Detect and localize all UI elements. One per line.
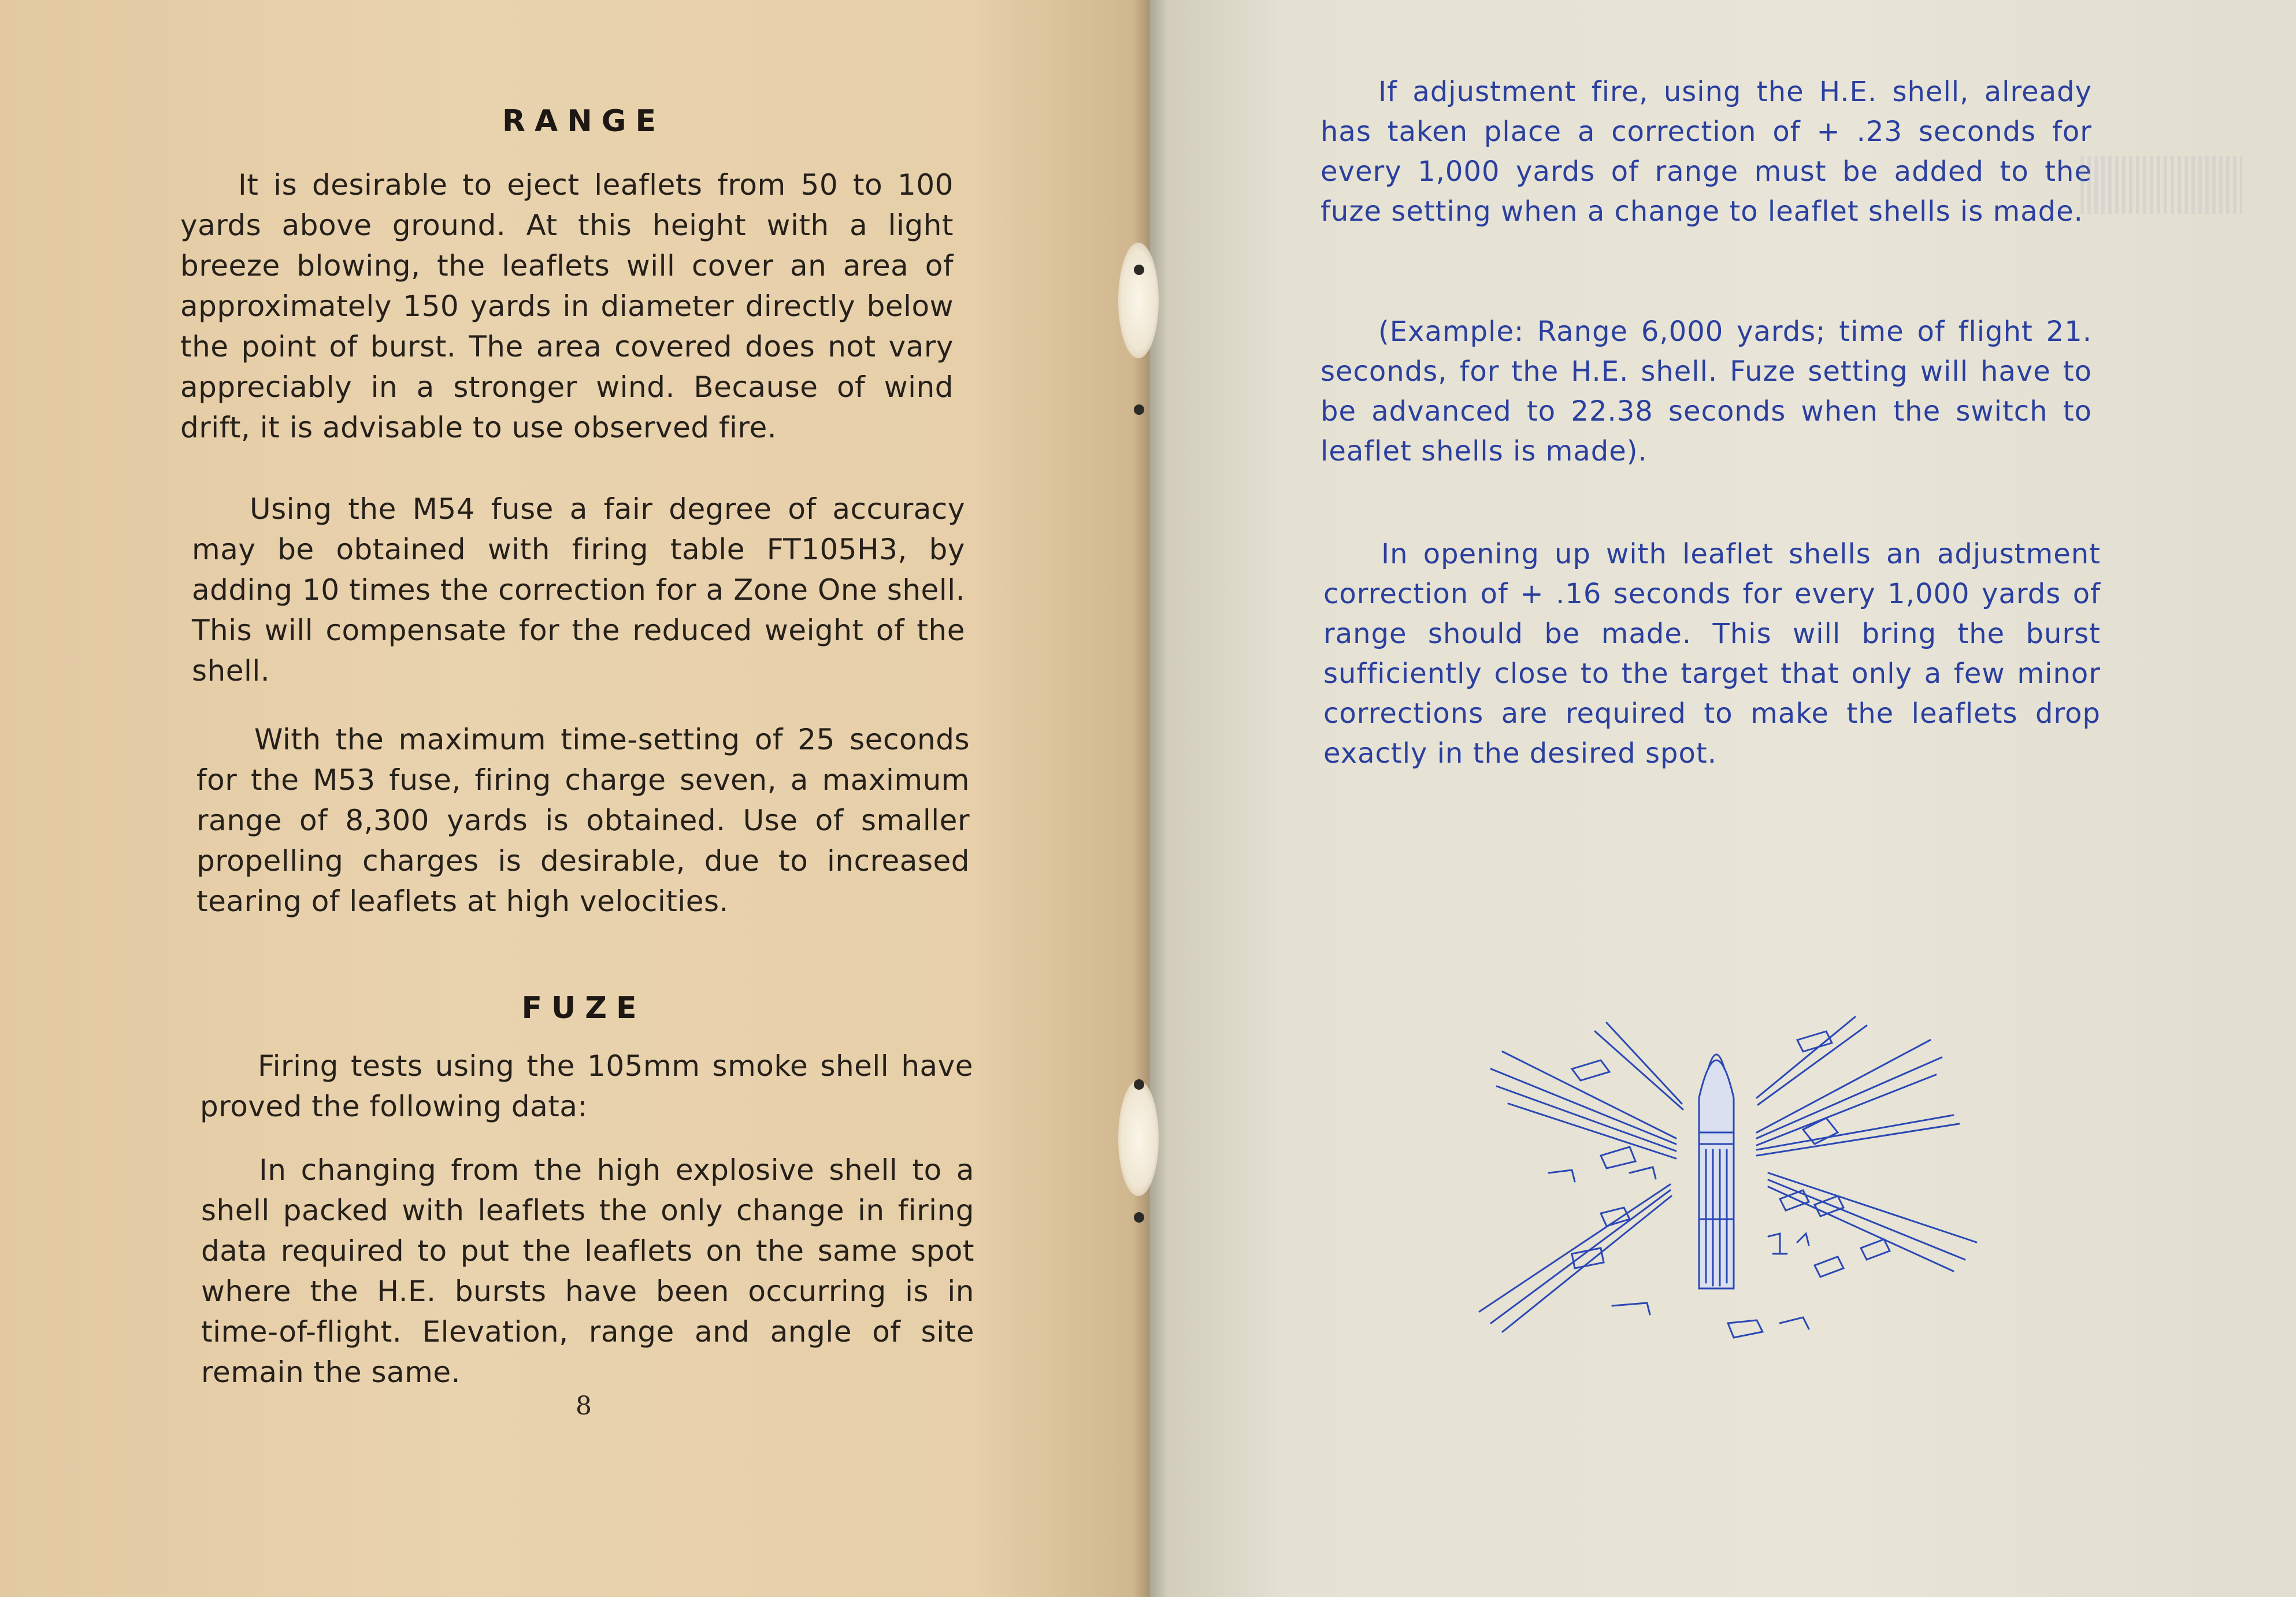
right-paragraph-3: In opening up with leaflet shells an adjustment correction of + .16 seconds for every 1,000 yards of range should be made. This will bring the burst sufficiently close to the target that only a few minor corrections are required to make the leaflets drop exactly in the desired spot.: [1323, 538, 2101, 770]
page-number: 8: [576, 1391, 592, 1421]
leaflet-shell-burst-illustration-icon: [1456, 1000, 2005, 1381]
staple-bulge-bottom: [1118, 1080, 1159, 1196]
range-paragraph-3: With the maximum time-setting of 25 seconds for the M53 fuse, firing charge seven, a maximum range of 8,300 yards is obtained. Use of smaller propelling charges is desirable, due to increased tearing of leaflets at high velocities.: [196, 723, 970, 918]
stamp-smudge: [2080, 156, 2242, 214]
staple-top-1: [1134, 265, 1144, 275]
binding-gutter: [1133, 0, 1167, 1597]
fuze-paragraph-2: In changing from the high explosive shell to a shell packed with leaflets the only change in firing data required to put the leaflets on the same spot where the H.E. bursts have been occurring is in time-of-flight. Elevation, range and angle of site remain the same.: [201, 1153, 974, 1389]
fuze-heading: FUZE: [521, 991, 646, 1026]
right-paragraph-2: (Example: Range 6,000 yards; time of flight 21. seconds, for the H.E. shell. Fuze setting will have to be advanced to 22.38 seconds when the switch to leaflet shells is made).: [1321, 315, 2092, 467]
right-paragraph-1: If adjustment fire, using the H.E. shell, already has taken place a correction of + .23 seconds for every 1,000 yards of range must be added to the fuze setting when a change to leaflet shells is made.: [1321, 76, 2092, 228]
range-heading: RANGE: [502, 104, 665, 139]
staple-bottom-2: [1134, 1212, 1144, 1223]
range-paragraph-2: Using the M54 fuse a fair degree of accuracy may be obtained with firing table FT105H3, by adding 10 times the correction for a Zone One shell. This will compensate for the reduced weight of the shell.: [192, 492, 965, 688]
staple-top-2: [1134, 404, 1144, 415]
staple-bulge-top: [1118, 243, 1159, 358]
fuze-paragraph-1: Firing tests using the 105mm smoke shell have proved the following data:: [200, 1049, 973, 1123]
staple-bottom-1: [1134, 1079, 1144, 1090]
range-paragraph-1: It is desirable to eject leaflets from 50 to 100 yards above ground. At this height with a light breeze blowing, the leaflets will cover an area of approximately 150 yards in diameter directly below the point of burst. The area covered does not vary appreciably in a stronger wind. Because of wind drift, it is advisable to use observed fire.: [180, 168, 954, 444]
